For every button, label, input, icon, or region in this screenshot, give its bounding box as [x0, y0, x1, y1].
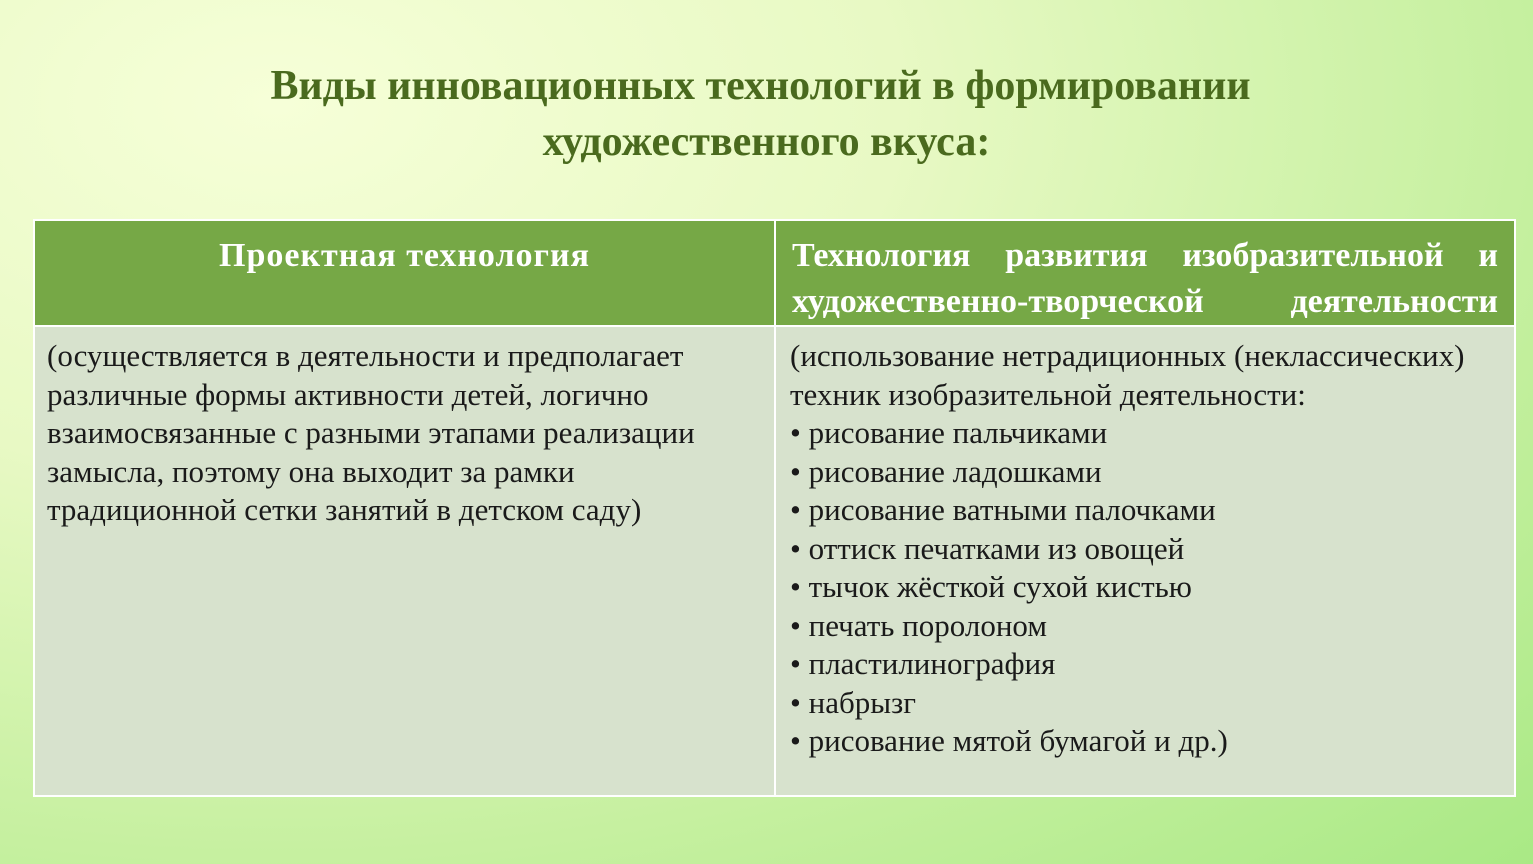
text-line: взаимосвязанные с разными этапами реализации [47, 415, 695, 450]
text-line: замысла, поэтому она выходит за рамки [47, 453, 575, 489]
list-item: • рисование ладошками [790, 453, 1502, 492]
table-header-row [34, 220, 1515, 326]
title-line-2: художественного вкуса: [542, 119, 991, 165]
intro-line: техник изобразительной деятельности: [790, 376, 1306, 412]
header-project-technology: Проектная технология [34, 220, 775, 326]
list-item: • рисование ватными палочками [790, 491, 1502, 530]
cell-art-techniques [775, 326, 1515, 796]
list-item: • набрызг [790, 684, 1502, 723]
list-item: • печать поролоном [790, 607, 1502, 646]
list-item: • тычок жёсткой сухой кистью [790, 568, 1502, 607]
header-art-technology-line-1: Технология развития изобразительной и [792, 237, 1498, 274]
text-line: (осуществляется в деятельности и предполагает [47, 338, 684, 373]
list-item: • оттиск печатками из овощей [790, 530, 1502, 569]
techniques-list [790, 414, 1502, 761]
technologies-table [33, 219, 1516, 797]
table-body-row [34, 326, 1515, 796]
list-item: • пластилинография [790, 645, 1502, 684]
cell-project-description [34, 326, 775, 796]
text-line: традиционной сетки занятий в детском саду) [47, 492, 642, 527]
list-item: • рисование мятой бумагой и др.) [790, 722, 1502, 761]
title-line-1: Виды инновационных технологий в формировании [270, 63, 1251, 109]
list-item: • рисование пальчиками [790, 414, 1502, 453]
header-art-technology [775, 220, 1515, 326]
slide-title [0, 58, 1533, 170]
header-art-technology-line-2: художественно-творческой деятельности [792, 283, 1498, 320]
text-line: различные формы активности детей, логично [47, 376, 649, 412]
intro-line: (использование нетрадиционных (неклассических) [790, 338, 1465, 373]
